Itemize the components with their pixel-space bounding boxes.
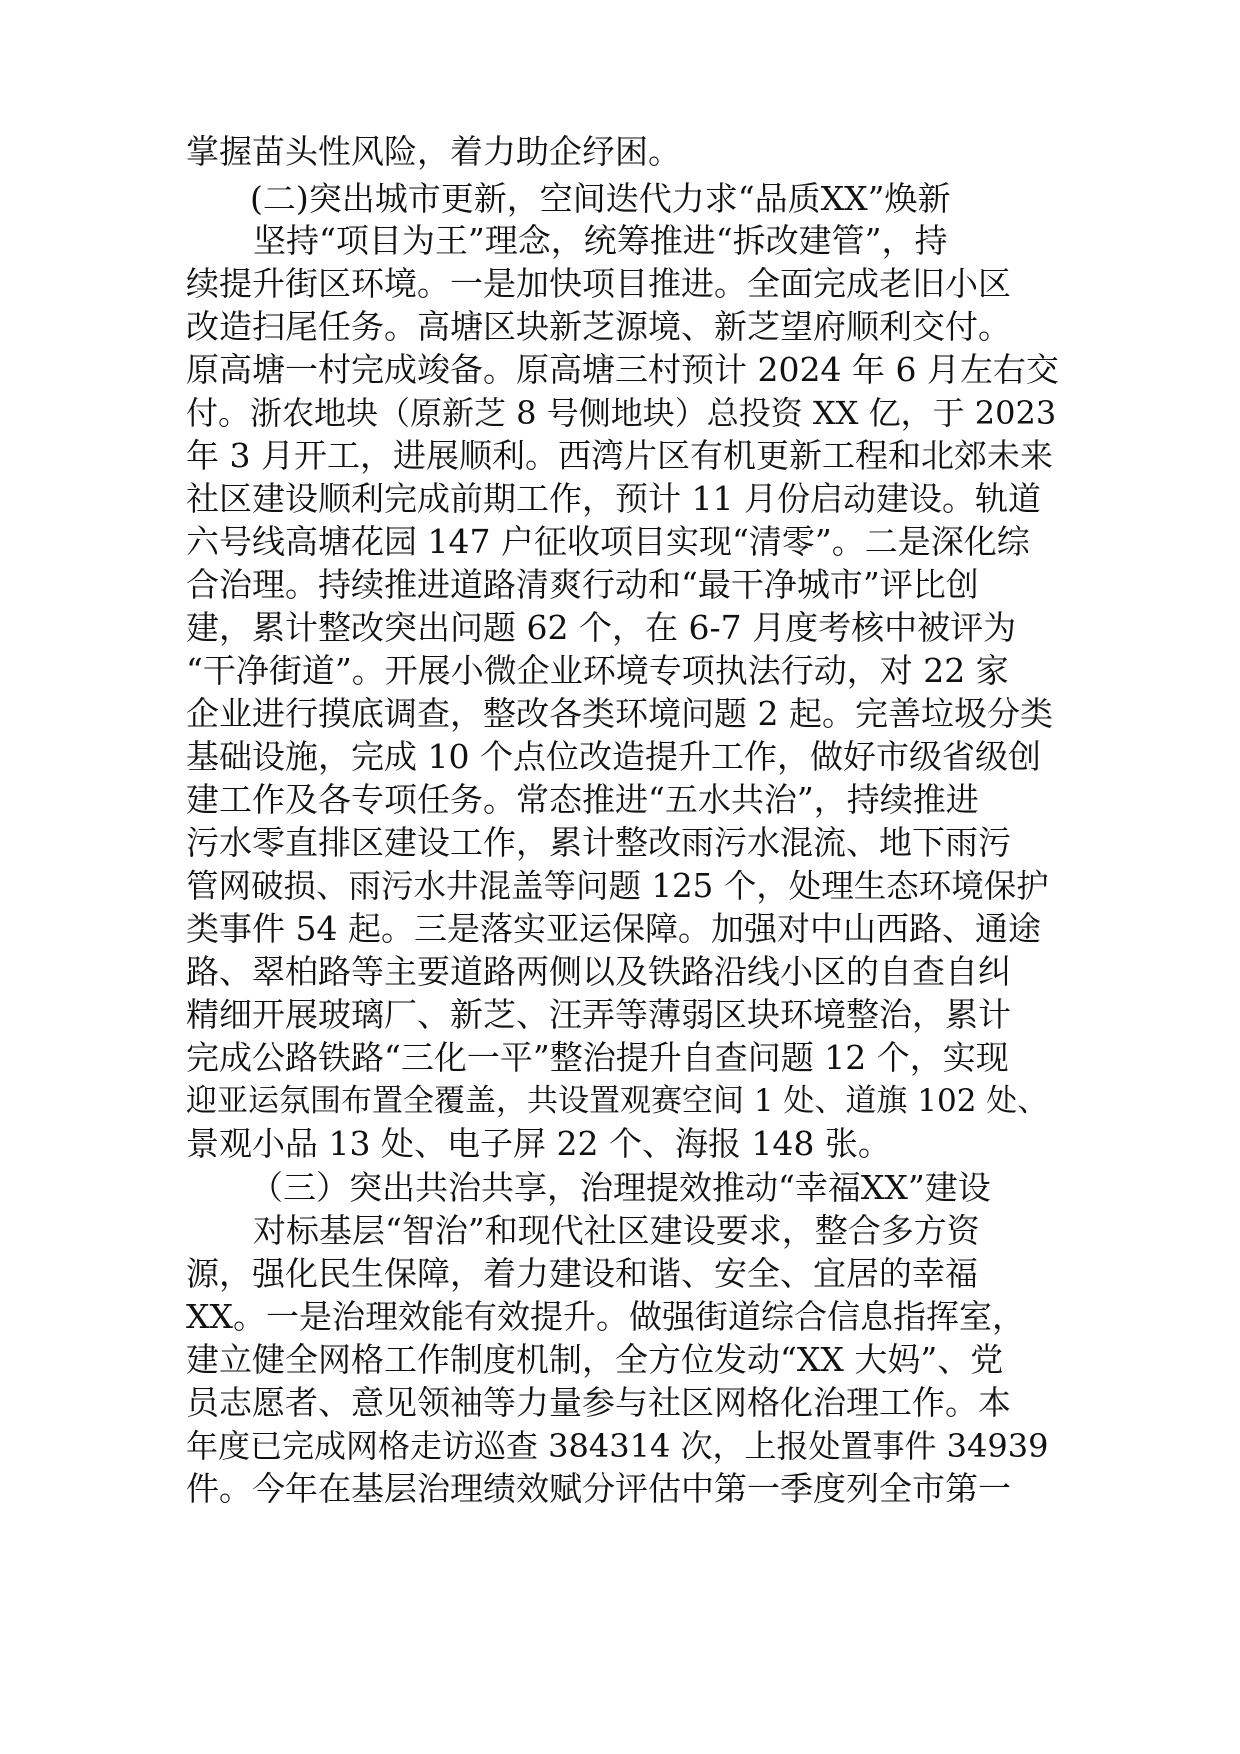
text-line: 建工作及各专项任务。常态推进“五水共治”，持续推进 bbox=[186, 780, 979, 819]
text-line: 件。今年在基层治理绩效赋分评估中第一季度列全市第一 bbox=[186, 1469, 1011, 1508]
text-line: 年度已完成网格走访巡查 384314 次，上报处置事件 34939 bbox=[186, 1427, 1049, 1465]
text-line: 付。浙农地块（原新芝 8 号侧地块）总投资 XX 亿，于 2023 bbox=[186, 394, 1057, 432]
text-line: 员志愿者、意见领袖等力量参与社区网格化治理工作。本 bbox=[186, 1383, 1011, 1422]
section-heading: （三）突出共治共享，治理提效推动“幸福XX”建设 bbox=[250, 1168, 991, 1207]
text-line: 六号线高塘花园 147 户征收项目实现“清零”。二是深化综 bbox=[186, 522, 1030, 561]
text-line: “干净街道”。开展小微企业环境专项执法行动，对 22 家 bbox=[186, 651, 1009, 690]
text-line: 类事件 54 起。三是落实亚运保障。加强对中山西路、通途 bbox=[186, 909, 1041, 948]
text-line: XX。一是治理效能有效提升。做强街道综合信息指挥室， bbox=[186, 1297, 1025, 1336]
text-line: 合治理。持续推进道路清爽行动和“最干净城市”评比创 bbox=[186, 565, 979, 604]
text-line: 完成公路铁路“三化一平”整治提升自查问题 12 个，实现 bbox=[186, 1038, 1009, 1077]
paragraph-first-line: 对标基层“智治”和现代社区建设要求，整合多方资 bbox=[253, 1211, 980, 1250]
text-line: 迎亚运氛围布置全覆盖，共设置观赛空间 1 处、道旗 102 处、 bbox=[186, 1083, 1049, 1119]
text-line: 续提升街区环境。一是加快项目推进。全面完成老旧小区 bbox=[186, 264, 1011, 303]
text-line: 企业进行摸底调查，整改各类环境问题 2 起。完善垃圾分类 bbox=[186, 694, 1053, 733]
text-line: 建，累计整改突出问题 62 个，在 6-7 月度考核中被评为 bbox=[186, 608, 1017, 647]
section-heading: (二)突出城市更新，空间迭代力求“品质XX”焕新 bbox=[250, 179, 951, 218]
text-line: 路、翠柏路等主要道路两侧以及铁路沿线小区的自查自纠 bbox=[186, 952, 1011, 991]
text-line: 建立健全网格工作制度机制，全方位发动“XX 大妈”、党 bbox=[186, 1340, 1004, 1379]
text-line: 源，强化民生保障，着力建设和谐、安全、宜居的幸福 bbox=[186, 1254, 978, 1293]
text-line: 管网破损、雨污水井混盖等问题 125 个，处理生态环境保护 bbox=[186, 867, 1049, 905]
text-line: 基础设施，完成 10 个点位改造提升工作，做好市级省级创 bbox=[186, 737, 1041, 776]
text-line: 精细开展玻璃厂、新芝、汪弄等薄弱区块环境整治，累计 bbox=[186, 995, 1011, 1034]
text-line: 社区建设顺利完成前期工作，预计 11 月份启动建设。轨道 bbox=[186, 479, 1041, 518]
text-line: 改造扫尾任务。高塘区块新芝源境、新芝望府顺利交付。 bbox=[186, 307, 1011, 346]
text-line: 年 3 月开工，进展顺利。西湾片区有机更新工程和北郊未来 bbox=[186, 436, 1053, 475]
paragraph-first-line: 坚持“项目为王”理念，统筹推进“拆改建管”，持 bbox=[253, 221, 948, 260]
text-line: 污水零直排区建设工作，累计整改雨污水混流、地下雨污 bbox=[186, 823, 1011, 862]
text-line: 景观小品 13 处、电子屏 22 个、海报 148 张。 bbox=[186, 1124, 891, 1163]
text-line: 掌握苗头性风险，着力助企纾困。 bbox=[186, 132, 681, 171]
text-line: 原高塘一村完成竣备。原高塘三村预计 2024 年 6 月左右交 bbox=[186, 350, 1059, 389]
